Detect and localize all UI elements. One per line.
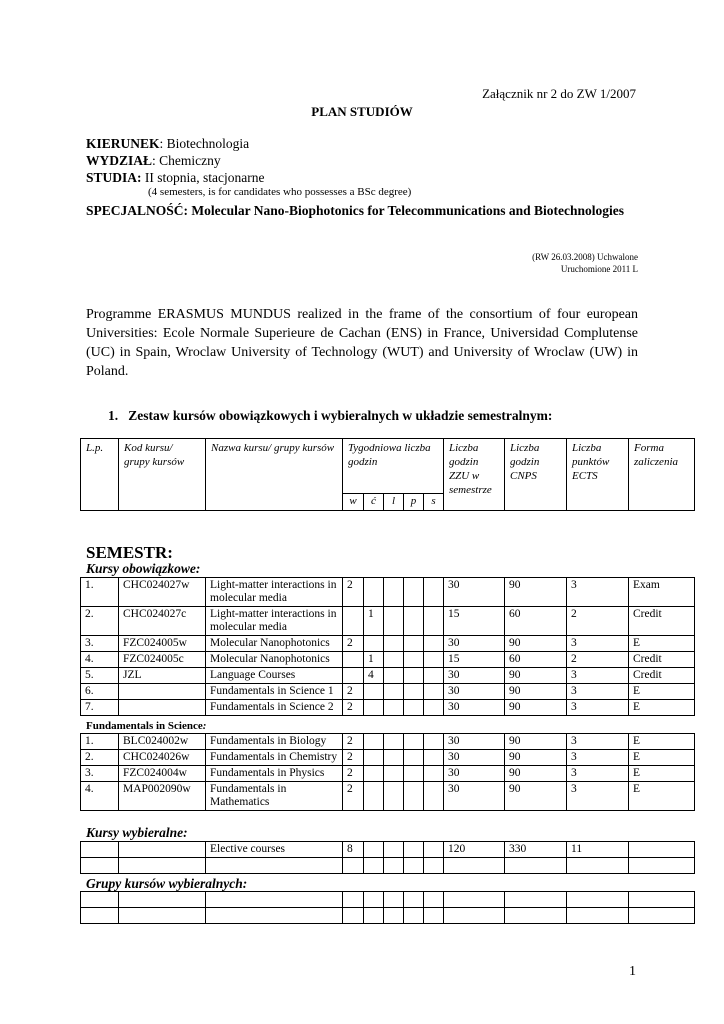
cell-nazwa: Language Courses xyxy=(206,668,343,684)
cell-w xyxy=(343,908,364,924)
cell-kod xyxy=(119,858,206,874)
cell-kod: FZC024004w xyxy=(119,766,206,782)
cell-forma: E xyxy=(629,700,695,716)
cell-cnps: 90 xyxy=(505,668,567,684)
cell-nazwa xyxy=(206,908,343,924)
cell-kod: JZL xyxy=(119,668,206,684)
cell-l xyxy=(384,766,404,782)
cell-s xyxy=(424,766,444,782)
cell-p xyxy=(404,607,424,636)
cell-nazwa: Light-matter interactions in molecular media xyxy=(206,578,343,607)
header-tygodniowa: Tygodniowa liczba godzin xyxy=(343,439,444,494)
cell-nazwa: Light-matter interactions in molecular media xyxy=(206,607,343,636)
cell-lp: 3. xyxy=(81,636,119,652)
cell-l xyxy=(384,578,404,607)
cell-l xyxy=(384,858,404,874)
cell-cnps: 330 xyxy=(505,842,567,858)
table-row xyxy=(81,734,695,750)
cell-s xyxy=(424,892,444,908)
cell-lp: 2. xyxy=(81,750,119,766)
header-ects: Liczba punktów ECTS xyxy=(567,439,629,511)
cell-lp xyxy=(81,858,119,874)
studia-line xyxy=(86,170,264,186)
annex-reference: Załącznik nr 2 do ZW 1/2007 xyxy=(482,86,636,101)
cell-p xyxy=(404,750,424,766)
cell-nazwa: Molecular Nanophotonics xyxy=(206,636,343,652)
elective-courses-table xyxy=(80,841,695,874)
mandatory-courses-table xyxy=(80,577,695,716)
cell-lp xyxy=(81,842,119,858)
cell-kod: CHC024027w xyxy=(119,578,206,607)
cell-cnps: 90 xyxy=(505,700,567,716)
cell-zzu: 30 xyxy=(444,750,505,766)
cell-c: 4 xyxy=(364,668,384,684)
cell-forma xyxy=(629,842,695,858)
cell-nazwa: Elective courses xyxy=(206,842,343,858)
cell-lp: 4. xyxy=(81,652,119,668)
cell-kod xyxy=(119,842,206,858)
cell-w xyxy=(343,668,364,684)
cell-c xyxy=(364,578,384,607)
cell-w: 2 xyxy=(343,636,364,652)
cell-forma xyxy=(629,908,695,924)
specjalnosc-label: SPECJALNOŚĆ: xyxy=(86,203,189,218)
cell-ects: 11 xyxy=(567,842,629,858)
cell-w xyxy=(343,652,364,668)
table-row xyxy=(81,684,695,700)
cell-kod: CHC024027c xyxy=(119,607,206,636)
header-forma: Forma zaliczenia xyxy=(629,439,695,511)
specjalnosc-value: Molecular Nano-Biophotonics for Telecommunications and Biotechnologies xyxy=(188,203,625,218)
table-row xyxy=(81,842,695,858)
cell-l xyxy=(384,652,404,668)
cell-zzu: 30 xyxy=(444,766,505,782)
cell-c xyxy=(364,750,384,766)
cell-forma: Credit xyxy=(629,607,695,636)
cell-w xyxy=(343,858,364,874)
cell-cnps: 90 xyxy=(505,782,567,811)
cell-kod xyxy=(119,700,206,716)
cell-zzu: 30 xyxy=(444,636,505,652)
header-table xyxy=(80,438,695,511)
cell-lp xyxy=(81,908,119,924)
header-c: ć xyxy=(364,494,384,511)
cell-zzu: 15 xyxy=(444,652,505,668)
cell-nazwa: Fundamentals in Science 1 xyxy=(206,684,343,700)
cell-forma: E xyxy=(629,766,695,782)
cell-nazwa: Fundamentals in Chemistry xyxy=(206,750,343,766)
cell-ects: 3 xyxy=(567,684,629,700)
cell-c xyxy=(364,636,384,652)
cell-c: 1 xyxy=(364,607,384,636)
cell-nazwa: Fundamentals in Mathematics xyxy=(206,782,343,811)
cell-l xyxy=(384,607,404,636)
cell-ects: 2 xyxy=(567,607,629,636)
cell-kod: BLC024002w xyxy=(119,734,206,750)
cell-ects xyxy=(567,858,629,874)
cell-forma: E xyxy=(629,782,695,811)
cell-ects: 3 xyxy=(567,668,629,684)
cell-lp: 7. xyxy=(81,700,119,716)
table-row xyxy=(81,782,695,811)
table-row xyxy=(81,858,695,874)
page-number: 1 xyxy=(629,964,636,979)
table-row xyxy=(81,652,695,668)
cell-lp: 4. xyxy=(81,782,119,811)
cell-nazwa xyxy=(206,858,343,874)
cell-zzu: 120 xyxy=(444,842,505,858)
cell-cnps: 90 xyxy=(505,750,567,766)
cell-kod: FZC024005w xyxy=(119,636,206,652)
semestr-heading: SEMESTR: xyxy=(86,543,173,562)
cell-forma xyxy=(629,858,695,874)
cell-s xyxy=(424,700,444,716)
cell-ects: 3 xyxy=(567,734,629,750)
cell-p xyxy=(404,858,424,874)
header-lp: L.p. xyxy=(81,439,119,511)
header-s: s xyxy=(424,494,444,511)
cell-p xyxy=(404,782,424,811)
groups-heading: Grupy kursów wybieralnych: xyxy=(86,876,248,891)
cell-nazwa xyxy=(206,892,343,908)
cell-zzu: 30 xyxy=(444,578,505,607)
cell-ects: 2 xyxy=(567,652,629,668)
table-row xyxy=(81,607,695,636)
cell-l xyxy=(384,668,404,684)
cell-ects xyxy=(567,908,629,924)
cell-zzu: 30 xyxy=(444,668,505,684)
cell-forma: E xyxy=(629,734,695,750)
cell-s xyxy=(424,684,444,700)
cell-cnps: 90 xyxy=(505,578,567,607)
cell-cnps: 60 xyxy=(505,652,567,668)
kierunek-label: KIERUNEK xyxy=(86,136,160,151)
fundamentals-table xyxy=(80,733,695,811)
cell-zzu: 30 xyxy=(444,734,505,750)
cell-zzu xyxy=(444,908,505,924)
header-zzu: Liczba godzin ZZU w semestrze xyxy=(444,439,505,511)
cell-w: 2 xyxy=(343,766,364,782)
cell-ects: 3 xyxy=(567,766,629,782)
cell-c xyxy=(364,700,384,716)
programme-paragraph: Programme ERASMUS MUNDUS realized in the frame of the consortium of four european Universities: Ecole Normale Superieure de Cachan (ENS) in France, Universidad Complutense (UC) in Spain, Wroclaw University of Technology (WUT) and University of Wroclaw (UW) in Poland. xyxy=(86,307,638,379)
fundamentals-heading-colon: : xyxy=(202,720,207,732)
cell-p xyxy=(404,766,424,782)
cell-l xyxy=(384,734,404,750)
cell-c xyxy=(364,892,384,908)
cell-c xyxy=(364,734,384,750)
cell-kod xyxy=(119,684,206,700)
resolution-note xyxy=(532,251,638,275)
cell-p xyxy=(404,700,424,716)
cell-p xyxy=(404,734,424,750)
cell-l xyxy=(384,636,404,652)
cell-cnps: 90 xyxy=(505,636,567,652)
cell-s xyxy=(424,908,444,924)
cell-s xyxy=(424,842,444,858)
cell-p xyxy=(404,908,424,924)
cell-forma: E xyxy=(629,750,695,766)
cell-p xyxy=(404,842,424,858)
cell-cnps xyxy=(505,892,567,908)
cell-zzu: 30 xyxy=(444,782,505,811)
cell-cnps: 90 xyxy=(505,684,567,700)
table-row xyxy=(81,578,695,607)
cell-lp: 3. xyxy=(81,766,119,782)
cell-w: 8 xyxy=(343,842,364,858)
studia-label: STUDIA: xyxy=(86,170,142,185)
cell-w: 2 xyxy=(343,700,364,716)
header-l: l xyxy=(384,494,404,511)
cell-lp: 5. xyxy=(81,668,119,684)
cell-zzu: 30 xyxy=(444,684,505,700)
cell-nazwa: Fundamentals in Biology xyxy=(206,734,343,750)
cell-p xyxy=(404,636,424,652)
elective-groups-table xyxy=(80,891,695,924)
cell-nazwa: Fundamentals in Science 2 xyxy=(206,700,343,716)
resolution-line-2: Uruchomione 2011 L xyxy=(560,264,638,274)
cell-l xyxy=(384,892,404,908)
cell-ects: 3 xyxy=(567,578,629,607)
cell-c xyxy=(364,908,384,924)
cell-p xyxy=(404,578,424,607)
cell-s xyxy=(424,858,444,874)
table-row xyxy=(81,668,695,684)
cell-c xyxy=(364,782,384,811)
cell-l xyxy=(384,750,404,766)
cell-p xyxy=(404,892,424,908)
page-title: PLAN STUDIÓW xyxy=(311,104,413,119)
cell-c: 1 xyxy=(364,652,384,668)
cell-kod xyxy=(119,892,206,908)
cell-ects: 3 xyxy=(567,750,629,766)
cell-w xyxy=(343,892,364,908)
header-kod: Kod kursu/ grupy kursów xyxy=(119,439,206,511)
cell-s xyxy=(424,668,444,684)
elective-heading: Kursy wybieralne: xyxy=(86,825,188,840)
cell-zzu xyxy=(444,858,505,874)
cell-w: 2 xyxy=(343,782,364,811)
cell-s xyxy=(424,636,444,652)
cell-c xyxy=(364,766,384,782)
cell-lp xyxy=(81,892,119,908)
cell-forma xyxy=(629,892,695,908)
kierunek-value: : Biotechnologia xyxy=(159,136,250,151)
cell-w: 2 xyxy=(343,684,364,700)
section-heading: 1. Zestaw kursów obowiązkowych i wybieralnych w układzie semestralnym: xyxy=(108,408,553,423)
cell-kod xyxy=(119,908,206,924)
wydzial-label: WYDZIAŁ xyxy=(86,153,153,168)
cell-w: 2 xyxy=(343,750,364,766)
cell-s xyxy=(424,782,444,811)
table-row xyxy=(81,636,695,652)
table-row xyxy=(81,700,695,716)
cell-cnps: 90 xyxy=(505,734,567,750)
table-row xyxy=(81,908,695,924)
header-w: w xyxy=(343,494,364,511)
kierunek-line xyxy=(86,136,249,152)
cell-l xyxy=(384,908,404,924)
fundamentals-heading-text: Fundamentals in Science xyxy=(86,720,203,732)
cell-forma: Exam xyxy=(629,578,695,607)
header-nazwa: Nazwa kursu/ grupy kursów xyxy=(206,439,343,511)
cell-l xyxy=(384,684,404,700)
cell-nazwa: Fundamentals in Physics xyxy=(206,766,343,782)
cell-lp: 6. xyxy=(81,684,119,700)
studia-note: (4 semesters, is for candidates who possesses a BSc degree) xyxy=(148,186,412,198)
cell-c xyxy=(364,684,384,700)
cell-s xyxy=(424,750,444,766)
cell-nazwa: Molecular Nanophotonics xyxy=(206,652,343,668)
cell-s xyxy=(424,652,444,668)
cell-w: 2 xyxy=(343,734,364,750)
header-p: p xyxy=(404,494,424,511)
fundamentals-heading xyxy=(86,720,206,732)
specjalnosc-line xyxy=(86,202,646,219)
studia-value: II stopnia, stacjonarne xyxy=(141,170,265,185)
cell-kod: FZC024005c xyxy=(119,652,206,668)
cell-w xyxy=(343,607,364,636)
cell-forma: Credit xyxy=(629,652,695,668)
cell-zzu: 15 xyxy=(444,607,505,636)
table-row xyxy=(81,892,695,908)
cell-c xyxy=(364,858,384,874)
cell-l xyxy=(384,700,404,716)
cell-lp: 1. xyxy=(81,578,119,607)
wydzial-value: : Chemiczny xyxy=(152,153,221,168)
resolution-line-1: (RW 26.03.2008) Uchwalone xyxy=(532,252,638,262)
cell-forma: E xyxy=(629,684,695,700)
cell-kod: MAP002090w xyxy=(119,782,206,811)
cell-p xyxy=(404,652,424,668)
cell-p xyxy=(404,668,424,684)
cell-l xyxy=(384,842,404,858)
cell-cnps xyxy=(505,908,567,924)
cell-lp: 1. xyxy=(81,734,119,750)
cell-zzu: 30 xyxy=(444,700,505,716)
cell-l xyxy=(384,782,404,811)
cell-forma: E xyxy=(629,636,695,652)
cell-forma: Credit xyxy=(629,668,695,684)
cell-cnps: 60 xyxy=(505,607,567,636)
cell-zzu xyxy=(444,892,505,908)
header-cnps: Liczba godzin CNPS xyxy=(505,439,567,511)
wydzial-line xyxy=(86,153,221,169)
cell-lp: 2. xyxy=(81,607,119,636)
cell-kod: CHC024026w xyxy=(119,750,206,766)
table-row xyxy=(81,766,695,782)
cell-p xyxy=(404,684,424,700)
cell-s xyxy=(424,607,444,636)
mandatory-heading: Kursy obowiązkowe: xyxy=(86,561,201,576)
cell-w: 2 xyxy=(343,578,364,607)
table-row xyxy=(81,750,695,766)
cell-ects: 3 xyxy=(567,636,629,652)
cell-cnps xyxy=(505,858,567,874)
cell-cnps: 90 xyxy=(505,766,567,782)
cell-ects: 3 xyxy=(567,700,629,716)
cell-c xyxy=(364,842,384,858)
cell-s xyxy=(424,734,444,750)
cell-s xyxy=(424,578,444,607)
cell-ects xyxy=(567,892,629,908)
cell-ects: 3 xyxy=(567,782,629,811)
